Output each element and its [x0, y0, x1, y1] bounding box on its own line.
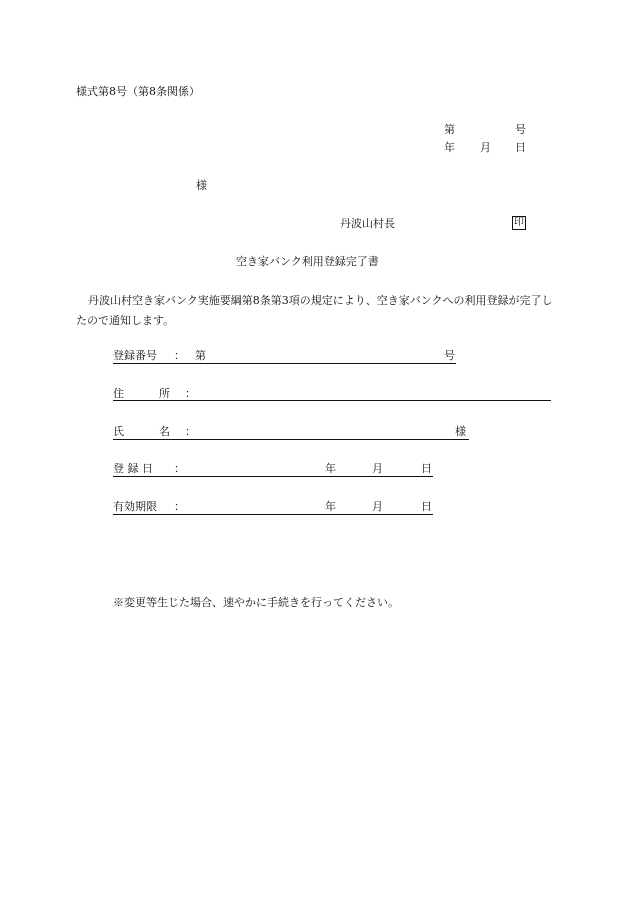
reg-number-colon: ：: [174, 349, 185, 362]
expiry-underline: [113, 514, 433, 515]
name-underline: [113, 439, 469, 440]
header-month: 月: [480, 141, 491, 154]
expiry-label: 有効期限: [113, 500, 157, 513]
seal-mark: [512, 216, 526, 230]
reg-number-prefix: 第: [195, 349, 206, 362]
expiry-month: 月: [372, 500, 383, 513]
expiry-colon: ：: [174, 500, 185, 513]
doc-number-prefix: 第: [444, 123, 455, 136]
reg-date-label: 登 録 日: [113, 462, 153, 475]
header-day: 日: [515, 141, 526, 154]
reg-date-month: 月: [372, 462, 383, 475]
reg-date-colon: ：: [174, 462, 185, 475]
address-underline: [113, 400, 551, 401]
reg-date-day: 日: [421, 462, 432, 475]
header-year: 年: [444, 141, 455, 154]
body-text: 丹波山村空き家バンク実施要綱第8条第3項の規定により、空き家バンクへの利用登録が完了したので通知します。: [76, 294, 553, 327]
name-colon: ：: [185, 425, 196, 438]
name-suffix: 様: [455, 425, 466, 438]
expiry-day: 日: [421, 500, 432, 513]
doc-number-suffix: 号: [515, 123, 526, 136]
form-number: 様式第8号（第8条関係）: [76, 85, 200, 98]
note-text: ※変更等生じた場合、速やかに手続きを行ってください。: [113, 596, 399, 609]
address-label-b: 所: [159, 387, 170, 400]
reg-date-year: 年: [325, 462, 336, 475]
reg-number-label: 登録番号: [113, 349, 157, 362]
reg-date-underline: [113, 476, 433, 477]
addressee-suffix: 様: [196, 179, 207, 192]
name-label-b: 名: [159, 425, 170, 438]
issuer-name: 丹波山村長: [340, 217, 395, 230]
reg-number-underline: [113, 363, 456, 364]
address-label-a: 住: [113, 387, 124, 400]
reg-number-suffix: 号: [444, 349, 455, 362]
address-colon: ：: [185, 387, 196, 400]
name-label-a: 氏: [113, 425, 124, 438]
document-title: 空き家バンク利用登録完了書: [236, 255, 379, 268]
seal-text: 印: [514, 217, 524, 228]
expiry-year: 年: [325, 500, 336, 513]
